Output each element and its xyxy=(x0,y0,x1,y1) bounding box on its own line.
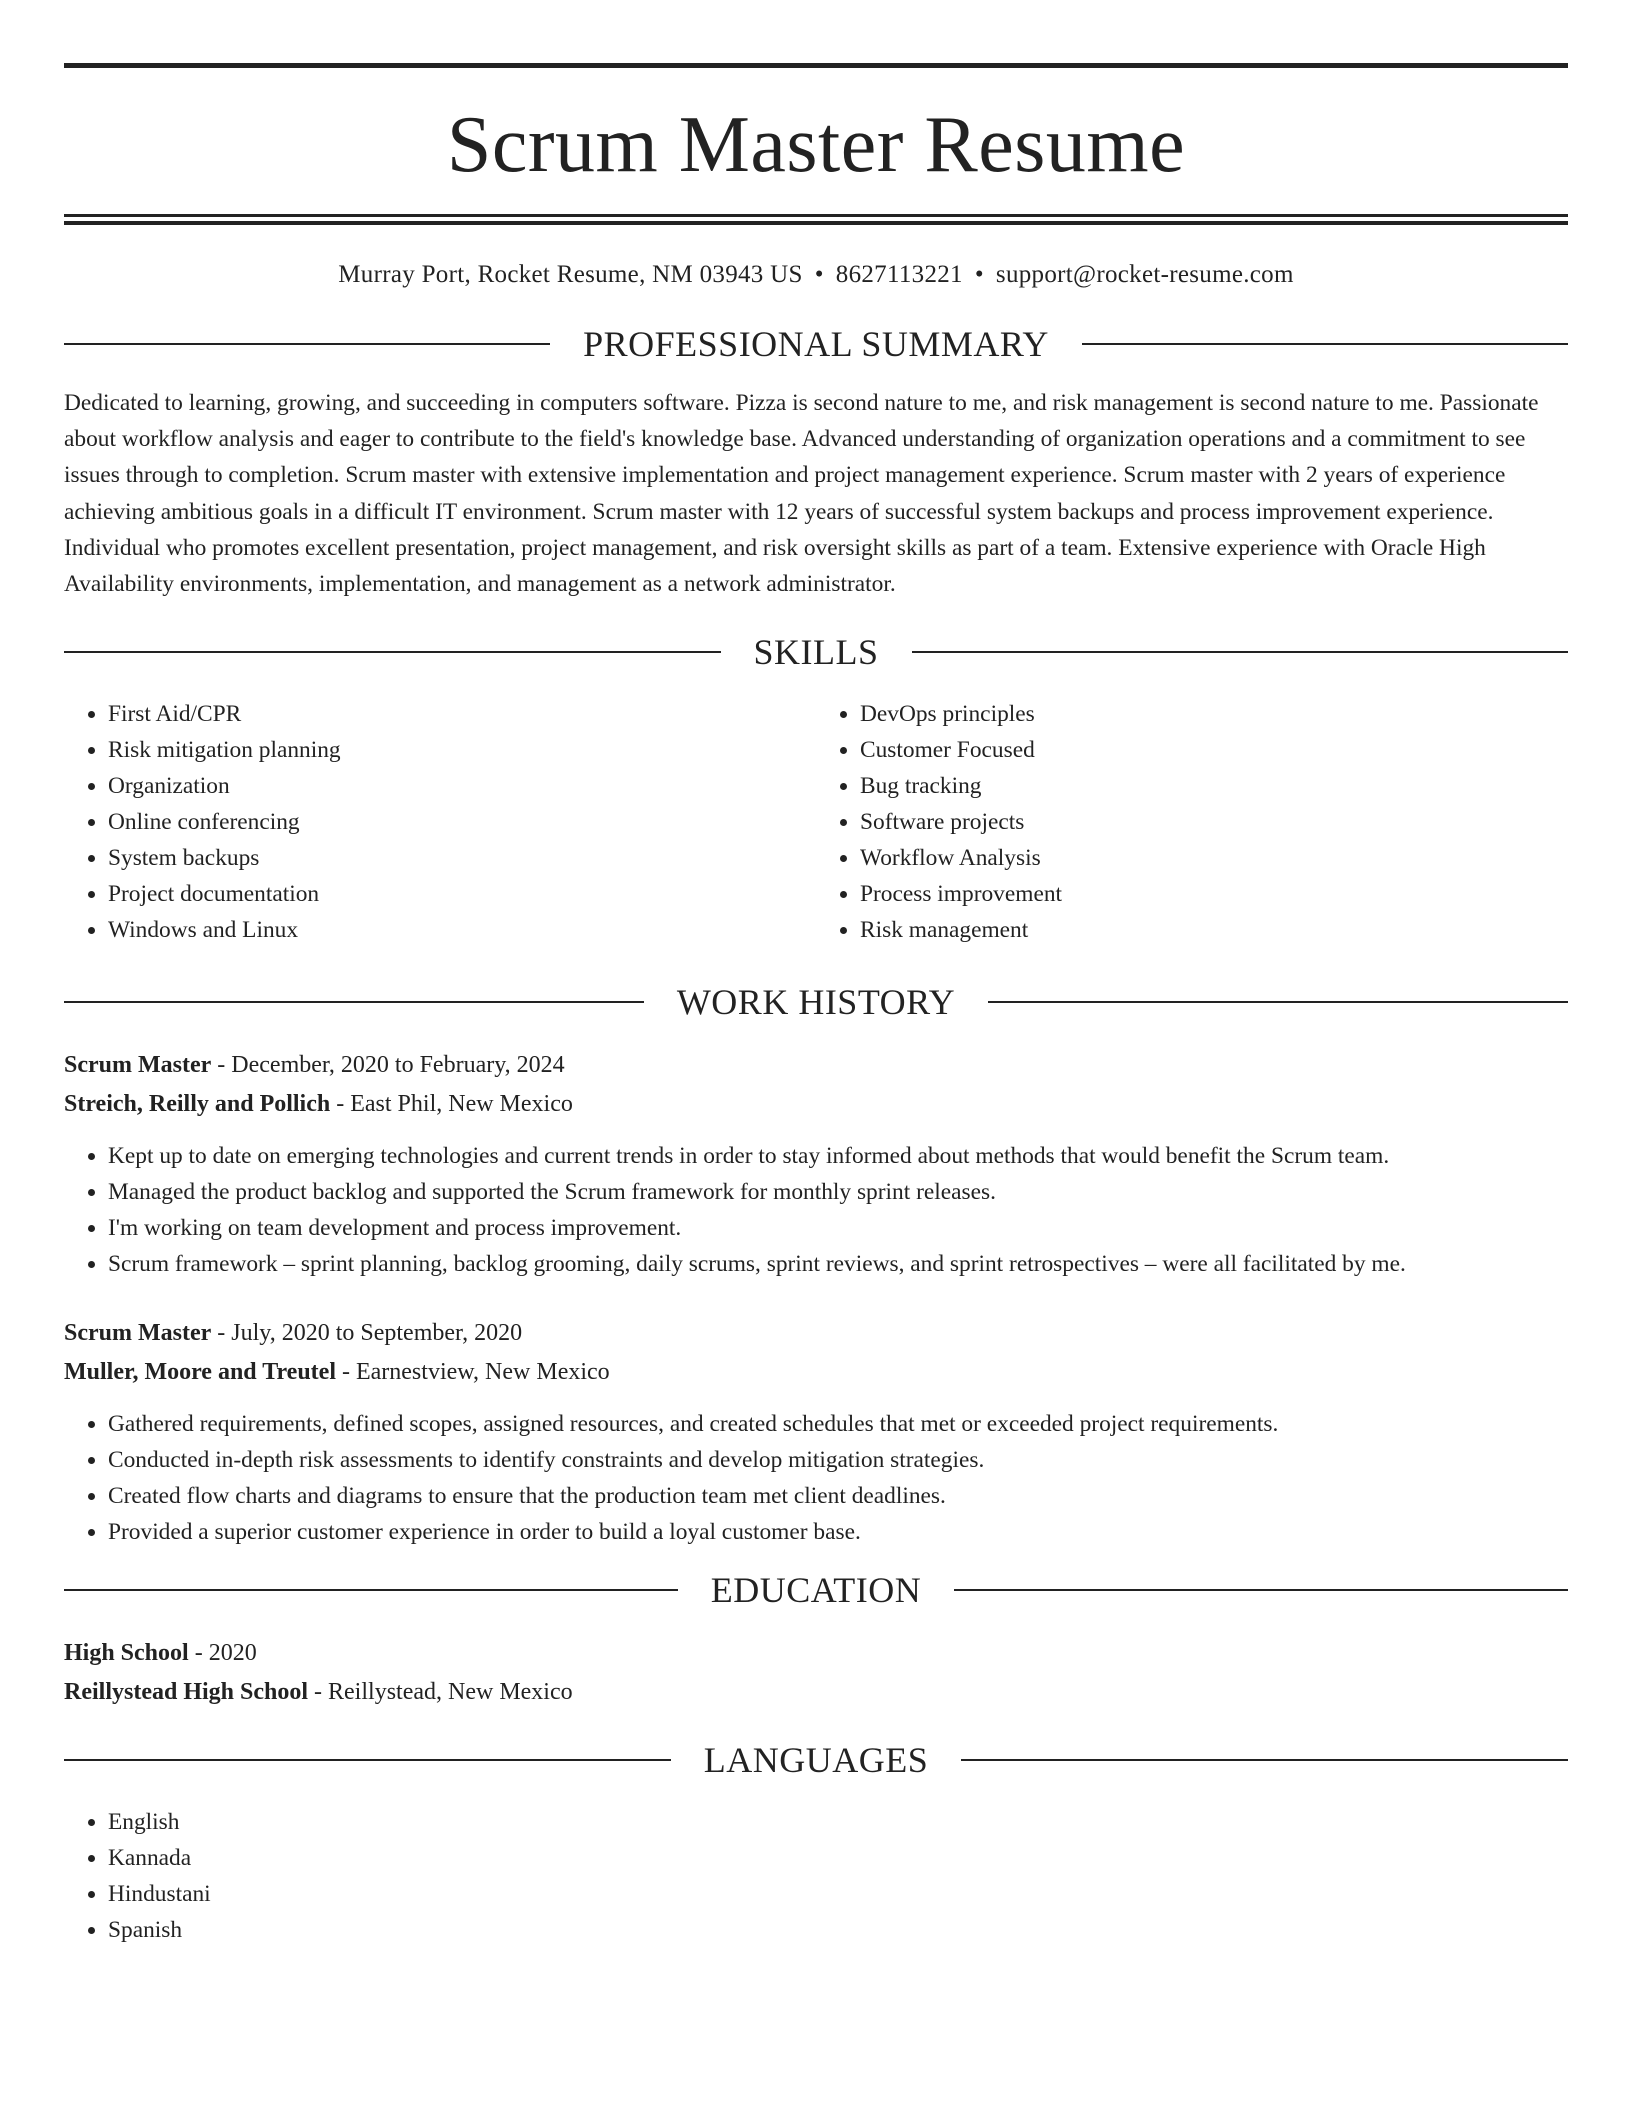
skill-item: • Bug tracking xyxy=(860,768,1568,804)
job-title: Scrum Master xyxy=(64,1052,212,1079)
skill-item: • Windows and Linux xyxy=(108,912,816,948)
section-rule xyxy=(912,651,1569,653)
summary-text: Dedicated to learning, growing, and succeeding in computers software. Pizza is second nature to me, and risk management is second nature to me. Passionate about workflow analysis and eager to contribute to the field's knowledge base. Advanced understanding of organization operations and a commitment to see issues through to completion. Scrum master with extensive implementation and project management experience. Scrum master with 2 years of experience achieving ambitious goals in a difficult IT environment. Scrum master with 12 years of successful system backups and process improvement experience. Individual who promotes excellent presentation, project management, and risk oversight skills as part of a team. Extensive experience with Oracle High Availability environments, implementation, and management as a network administrator. xyxy=(64,390,1539,598)
skill-item: • Organization xyxy=(108,768,816,804)
job-bullet: • Scrum framework – sprint planning, backlog grooming, daily scrums, sprint reviews, and sprint retrospectives – were all facilitated by me. xyxy=(108,1246,1568,1282)
job-bullet: • Created flow charts and diagrams to ensure that the production team met client deadlines. xyxy=(108,1478,1568,1514)
job-dates: - December, 2020 to February, 2024 xyxy=(211,1052,565,1079)
job-bullets xyxy=(64,1406,1568,1550)
skill-item: • DevOps principles xyxy=(860,696,1568,732)
job-location: - Earnestview, New Mexico xyxy=(335,1359,610,1386)
section-title-work: WORK HISTORY xyxy=(676,982,956,1023)
section-title-summary: PROFESSIONAL SUMMARY xyxy=(583,324,1049,364)
skill-item: • Process improvement xyxy=(860,876,1568,912)
contact-separator: • xyxy=(974,261,984,288)
section-title-languages: LANGUAGES xyxy=(703,1740,929,1781)
education-degree-line xyxy=(64,1634,1568,1673)
skill-item: • First Aid/CPR xyxy=(108,696,816,732)
skill-item: • Customer Focused xyxy=(860,732,1568,768)
skills-list-left xyxy=(64,696,816,948)
section-rule xyxy=(954,1589,1568,1591)
section-rule xyxy=(64,1001,644,1003)
section-rule xyxy=(988,1001,1568,1003)
languages-list xyxy=(64,1804,1568,1948)
job-entry xyxy=(64,1046,1568,1282)
section-rule xyxy=(64,1759,671,1761)
section-rule xyxy=(64,651,721,653)
section-header-languages xyxy=(64,1740,1568,1780)
skill-item: • Online conferencing xyxy=(108,804,816,840)
skill-item: • Project documentation xyxy=(108,876,816,912)
top-rule xyxy=(64,63,1568,68)
language-item: • Kannada xyxy=(108,1840,1568,1876)
section-header-summary xyxy=(64,324,1568,364)
section-header-work xyxy=(64,982,1568,1022)
skill-item: • Risk mitigation planning xyxy=(108,732,816,768)
education-location: - Reillystead, New Mexico xyxy=(308,1679,573,1706)
education-school-line xyxy=(64,1673,1568,1712)
skills-columns xyxy=(64,696,1568,948)
job-entry xyxy=(64,1314,1568,1550)
skill-item: • System backups xyxy=(108,840,816,876)
job-company-line xyxy=(64,1353,1568,1392)
job-title-line xyxy=(64,1314,1568,1353)
job-bullet: • Gathered requirements, defined scopes, assigned resources, and created schedules that met or exceeded project requirements. xyxy=(108,1406,1568,1442)
job-bullet: • Conducted in-depth risk assessments to identify constraints and develop mitigation strategies. xyxy=(108,1442,1568,1478)
skill-item: • Software projects xyxy=(860,804,1568,840)
section-header-education xyxy=(64,1570,1568,1610)
job-company: Streich, Reilly and Pollich xyxy=(64,1091,331,1118)
title-double-rule xyxy=(64,214,1568,225)
job-bullets xyxy=(64,1138,1568,1282)
skill-item: • Workflow Analysis xyxy=(860,840,1568,876)
education-entry xyxy=(64,1634,1568,1712)
contact-line xyxy=(64,260,1568,290)
education-school: Reillystead High School xyxy=(64,1679,309,1706)
job-dates: - July, 2020 to September, 2020 xyxy=(211,1320,523,1347)
job-company: Muller, Moore and Treutel xyxy=(64,1359,336,1386)
skill-item: • Risk management xyxy=(860,912,1568,948)
job-title: Scrum Master xyxy=(64,1320,212,1347)
section-title-education: EDUCATION xyxy=(710,1570,922,1611)
language-item: • Spanish xyxy=(108,1912,1568,1948)
job-bullet: • Provided a superior customer experience in order to build a loyal customer base. xyxy=(108,1514,1568,1550)
section-rule xyxy=(961,1759,1568,1761)
education-year: - 2020 xyxy=(188,1640,257,1667)
contact-email: support@rocket-resume.com xyxy=(995,261,1294,288)
job-bullet: • Kept up to date on emerging technologies and current trends in order to stay informed about methods that would benefit the Scrum team. xyxy=(108,1138,1568,1174)
page-title: Scrum Master Resume xyxy=(446,101,1186,189)
education-degree: High School xyxy=(64,1640,189,1667)
section-title-skills: SKILLS xyxy=(753,632,879,673)
language-item: • English xyxy=(108,1804,1568,1840)
section-rule xyxy=(1082,343,1568,345)
job-location: - East Phil, New Mexico xyxy=(330,1091,573,1118)
section-rule xyxy=(64,1589,678,1591)
contact-phone: 8627113221 xyxy=(835,261,963,288)
section-header-skills xyxy=(64,632,1568,672)
job-title-line xyxy=(64,1046,1568,1085)
language-item: • Hindustani xyxy=(108,1876,1568,1912)
skills-list-right xyxy=(816,696,1568,948)
job-bullet: • Managed the product backlog and supported the Scrum framework for monthly sprint releases. xyxy=(108,1174,1568,1210)
section-rule xyxy=(64,343,550,345)
contact-address: Murray Port, Rocket Resume, NM 03943 US xyxy=(338,261,803,288)
job-bullet: • I'm working on team development and process improvement. xyxy=(108,1210,1568,1246)
job-company-line xyxy=(64,1085,1568,1124)
contact-separator: • xyxy=(814,261,824,288)
